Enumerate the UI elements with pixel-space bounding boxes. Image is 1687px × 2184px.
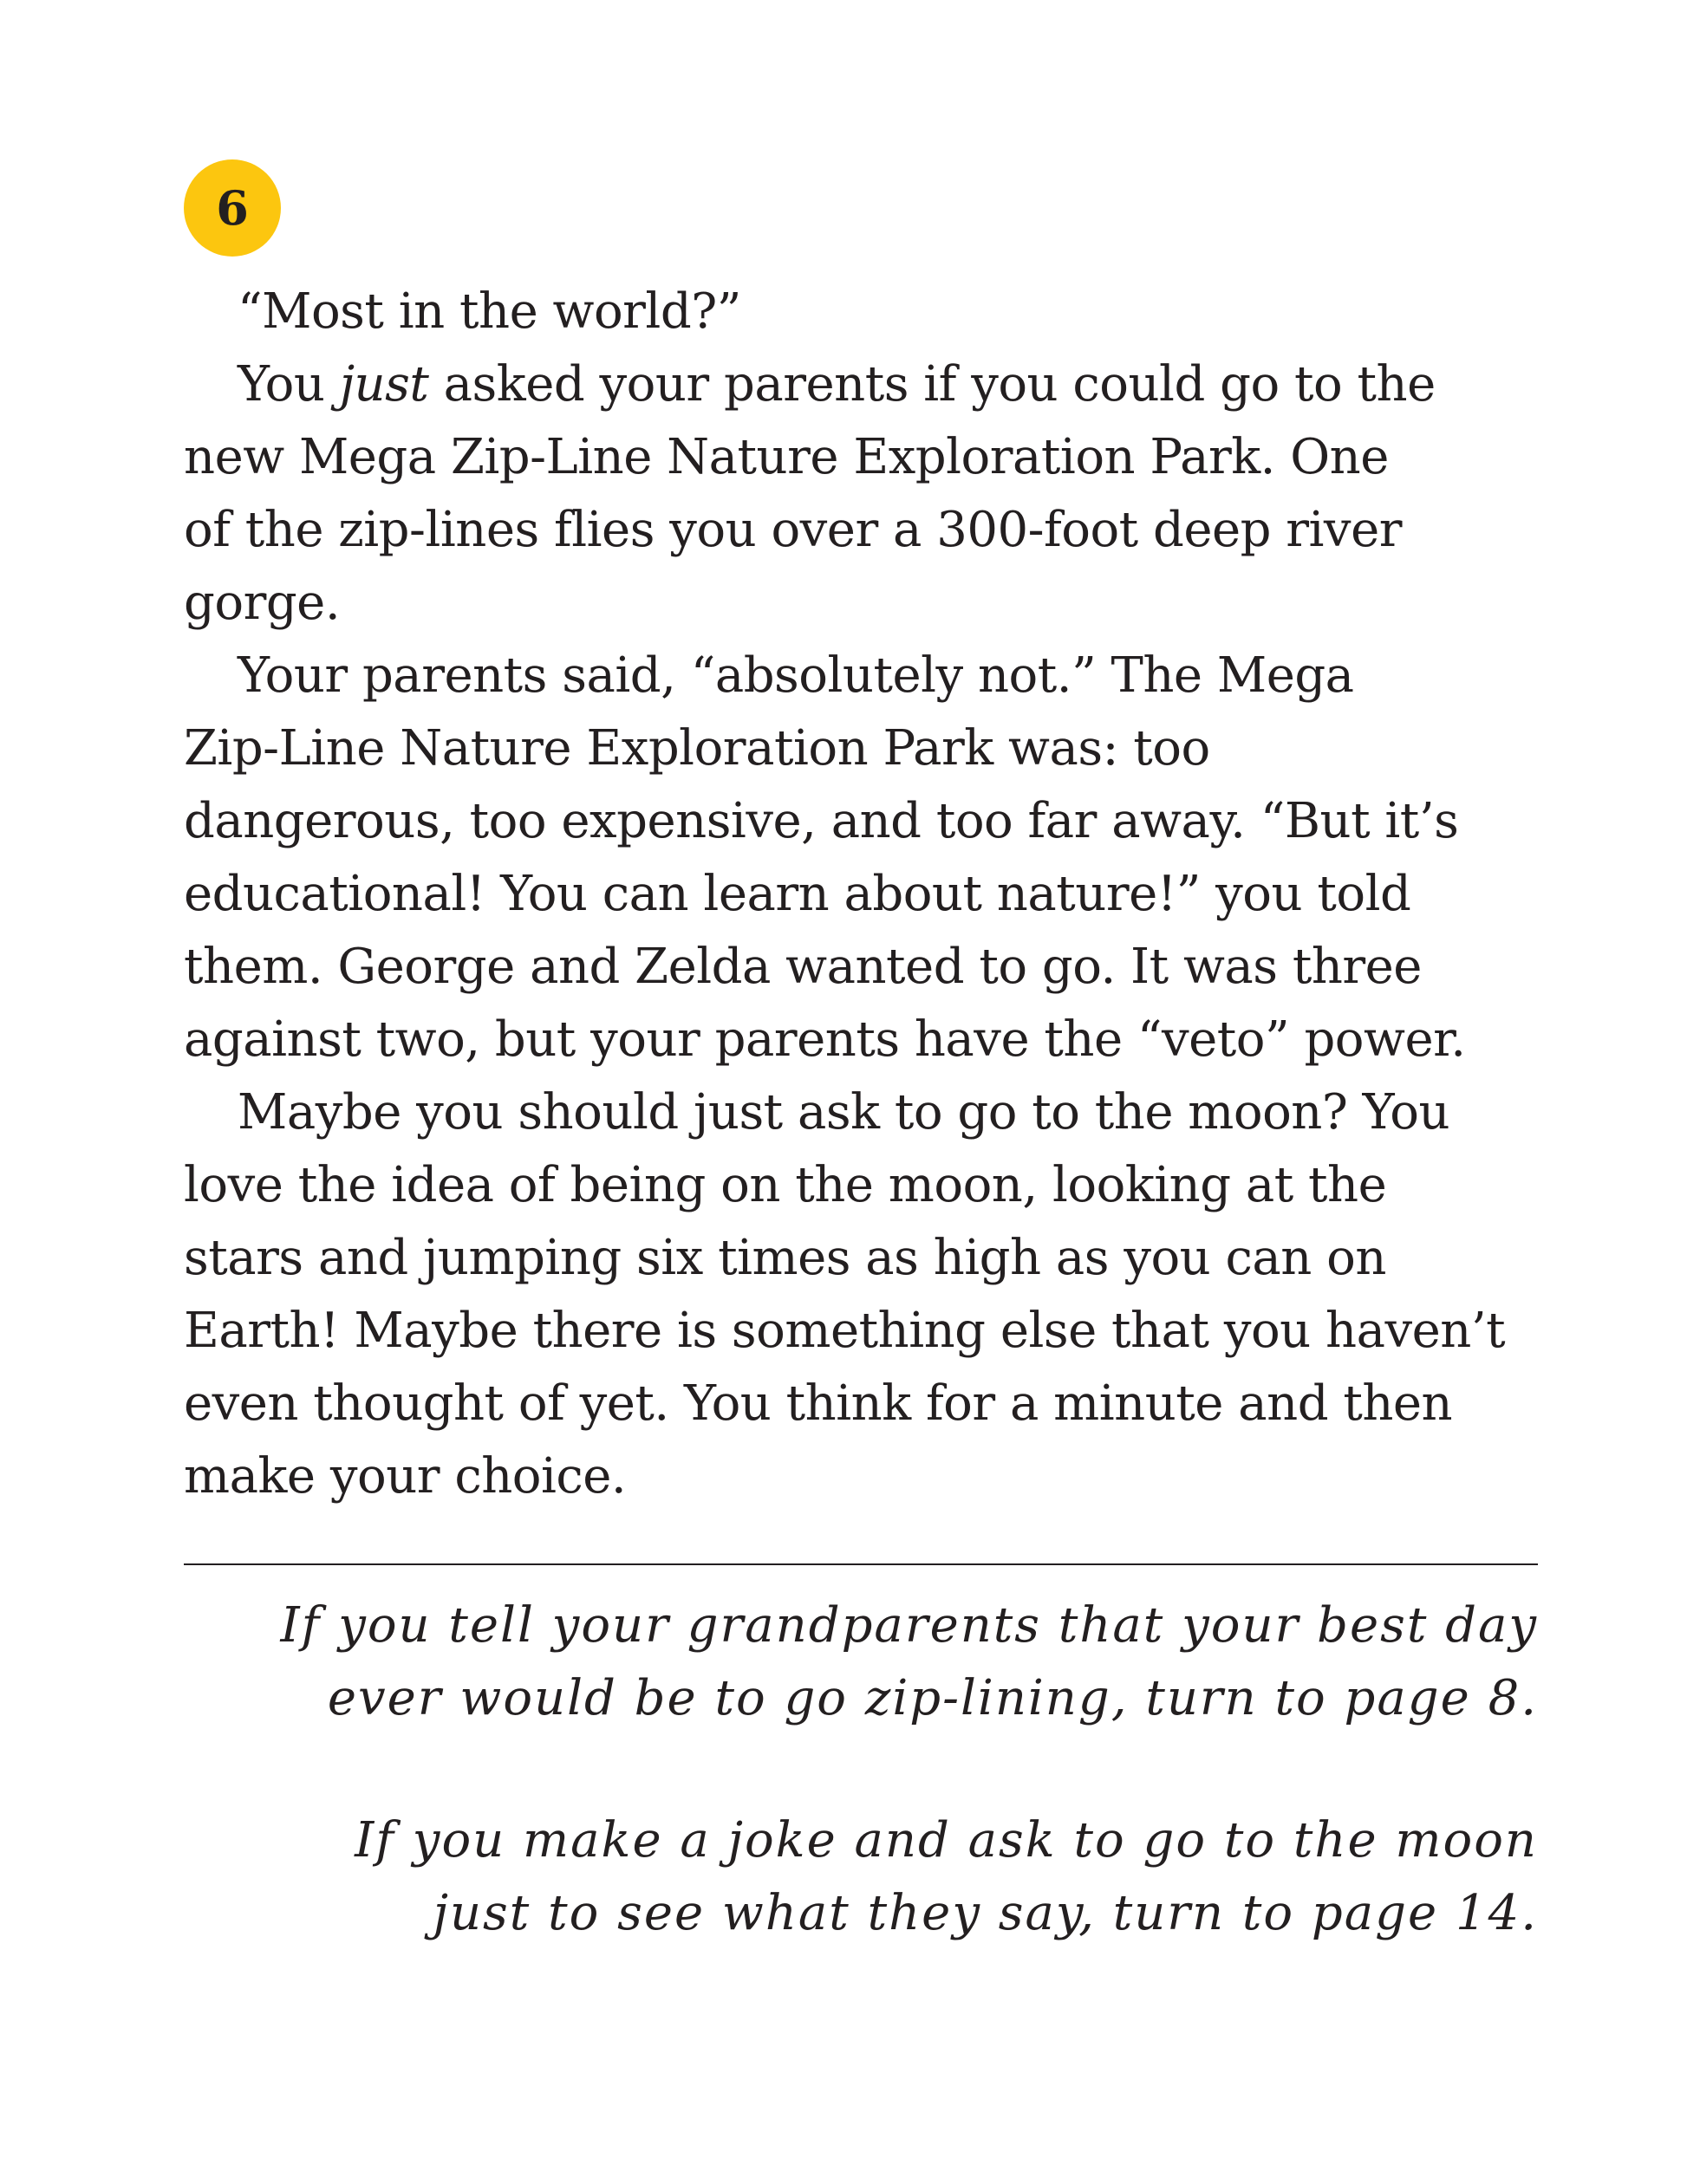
story-paragraph: Your parents said, “absolutely not.” The Mega Zip-Line Nature Exploration Park was: too dangerous, too expensive, and too far away. “But it’s educational! You can learn about nature!” you told them. George and Zelda wanted to go. It was three against two, but your parents have the “veto” power. (184, 647, 1466, 1068)
story-text-run: asked your parents if you could go to the new Mega Zip-Line Nature Exploration Park. One of the zip-lines flies you over a 300-foot deep river gorge. (184, 356, 1436, 631)
story-paragraph: “Most in the world?” (238, 283, 741, 340)
page-number: 6 (216, 180, 249, 236)
choice-option-moon: If you make a joke and ask to go to the moon just to see what they say, turn to page 14. (355, 1812, 1538, 1941)
page-number-badge (184, 159, 281, 257)
story-paragraph: Maybe you should just ask to go to the moon? You love the idea of being on the moon, looking at the stars and jumping six times as high as you can on Earth! Maybe there is something else that you haven’t even thought of yet. You think for a minute and then make your choice. (184, 1084, 1506, 1505)
section-divider (184, 1563, 1538, 1565)
emphasis-text: just (339, 356, 429, 413)
choice-option-zip-lining: If you tell your grandparents that your best day ever would be to go zip-lining, turn to page 8. (280, 1597, 1538, 1726)
story-text-run: You (238, 356, 340, 413)
story-text (184, 276, 1553, 1513)
story-paragraph (184, 348, 1553, 640)
